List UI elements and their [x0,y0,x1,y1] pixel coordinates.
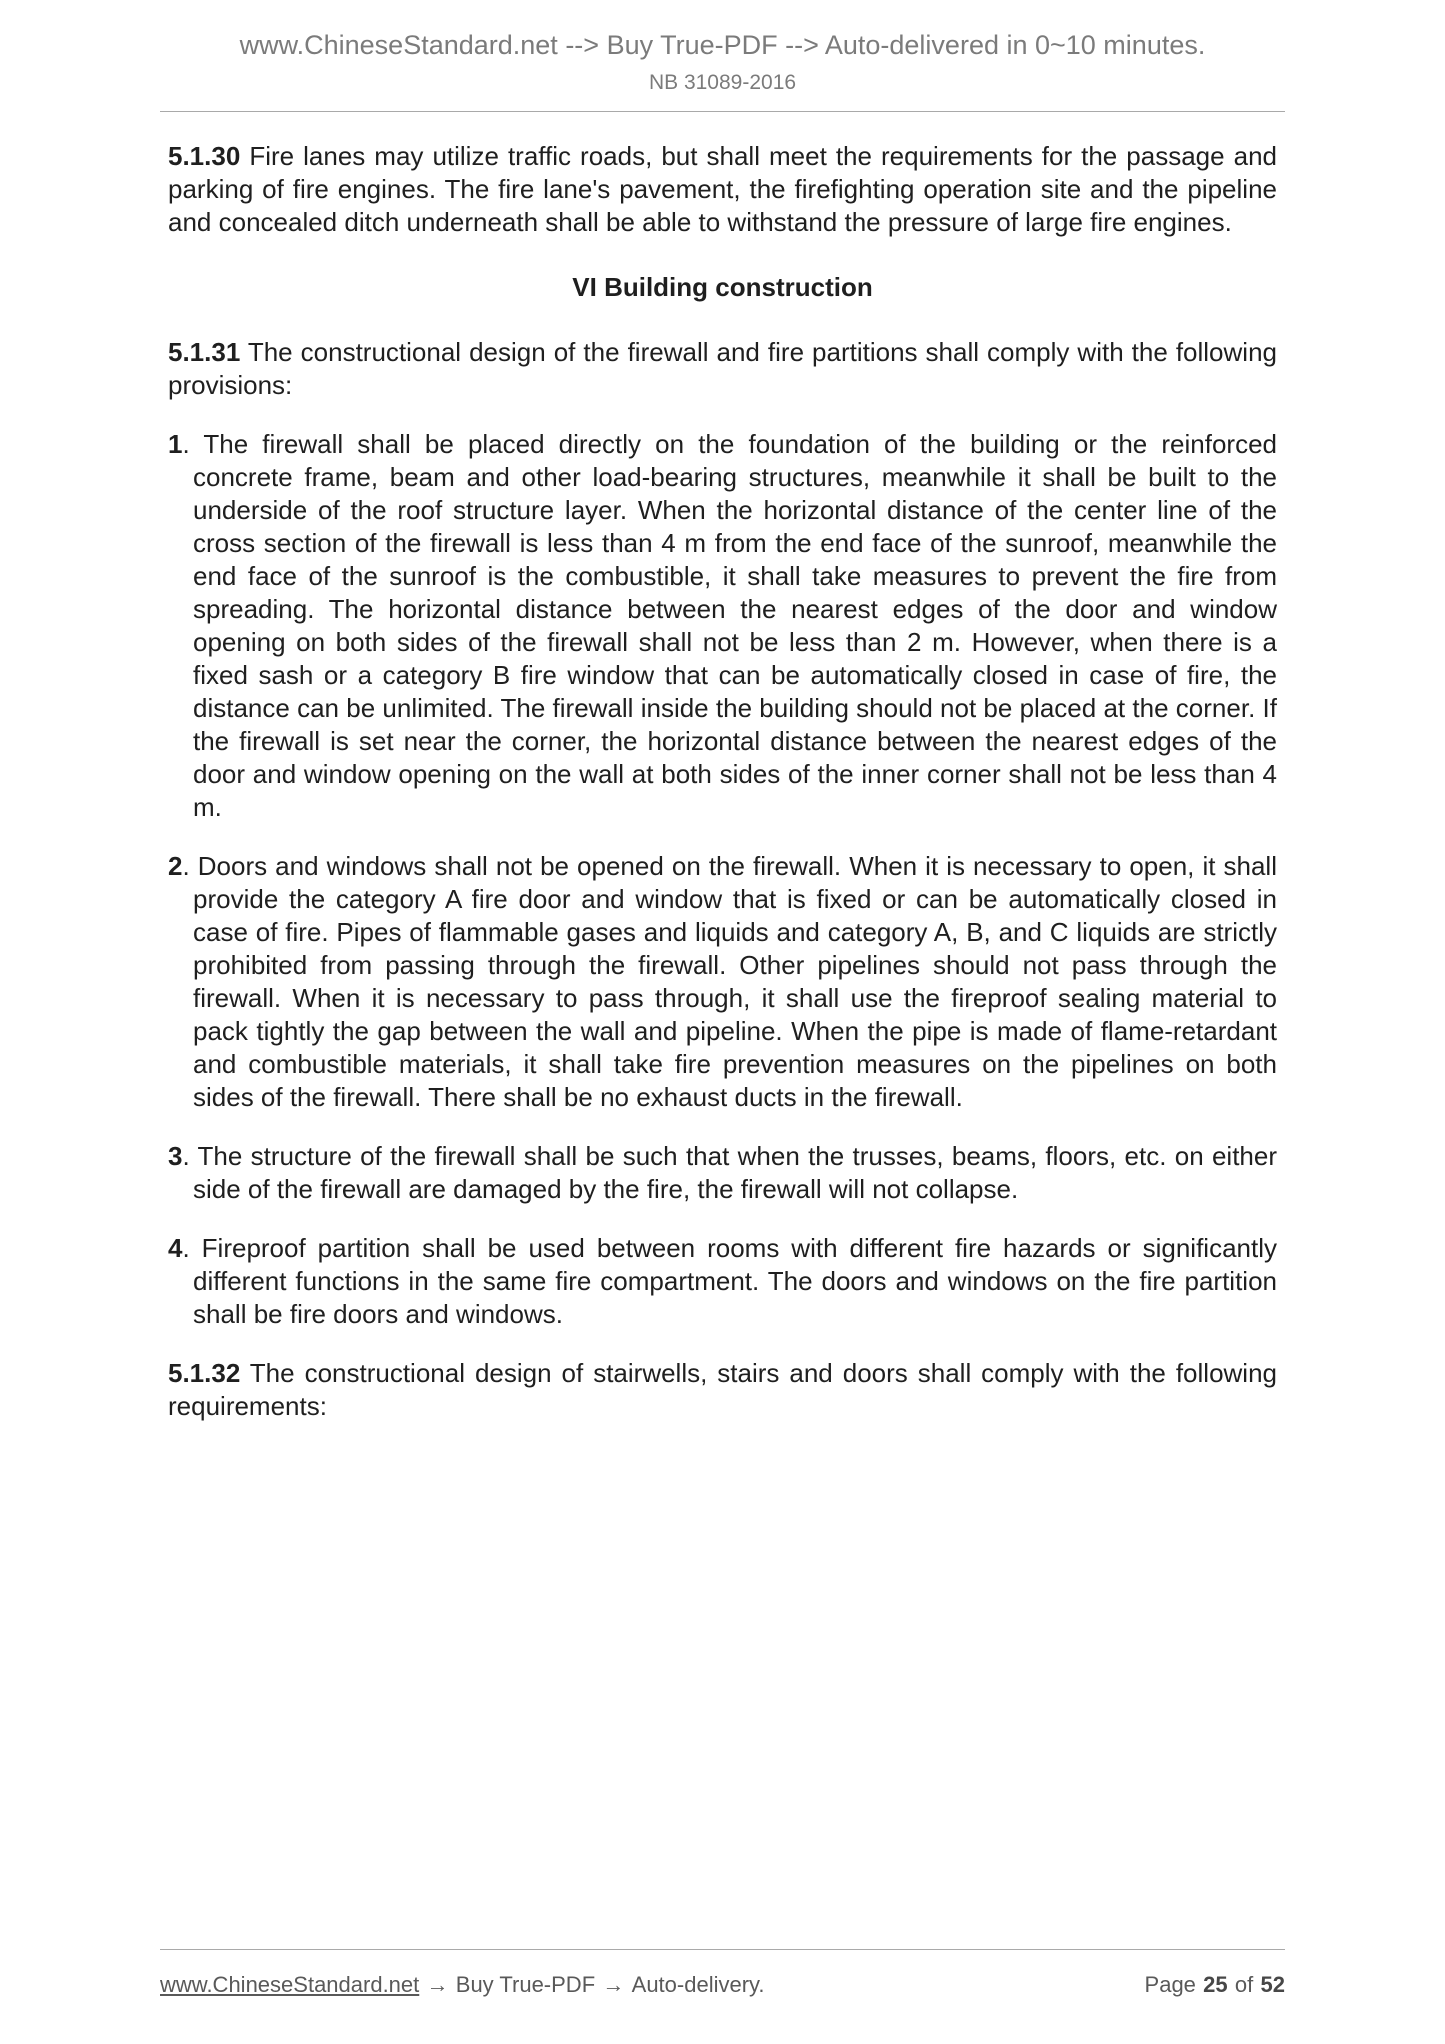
list-item-1 [168,428,1277,824]
footer-delivery-label: Auto-delivery. [631,1972,765,1997]
clause-text: The constructional design of the firewall and fire partitions shall comply with the following provisions: [168,337,1277,400]
standard-number: NB 31089-2016 [648,71,797,94]
arrow-icon: → [426,1972,449,1997]
clause-number: 5.1.30 [168,141,241,171]
item-number: 3 [168,1141,183,1171]
item-text: . Fireproof partition shall be used between rooms with different fire hazards or significantly different functions in the same fire compartment. The doors and windows on the fire partition shall be fire doors and windows. [182,1233,1277,1329]
document-content [0,112,1445,1423]
page-total: 52 [1260,1972,1285,1997]
item-number: 1 [168,429,183,459]
clause-number: 5.1.31 [168,337,241,367]
page-indicator [1145,1972,1285,1998]
paragraph-5-1-32 [168,1357,1277,1423]
paragraph-5-1-30 [168,140,1277,239]
clause-text: The constructional design of stairwells, stairs and doors shall comply with the following requirements: [168,1358,1277,1421]
page-header [0,0,1445,95]
header-tagline: www.ChineseStandard.net --> Buy True-PDF --> Auto-delivered in 0~10 minutes. [239,30,1206,60]
list-item-3 [168,1140,1277,1206]
clause-text: Fire lanes may utilize traffic roads, but shall meet the requirements for the passage and parking of fire engines. The fire lane's pavement, the firefighting operation site and the pipeline and concealed ditch underneath shall be able to withstand the pressure of large fire engines. [168,141,1277,237]
section-heading: VI Building construction [572,272,873,302]
item-text: . Doors and windows shall not be opened on the firewall. When it is necessary to open, it shall provide the category A fire door and window that is fixed or can be automatically closed in case of fire. Pipes of flammable gases and liquids and category A, B, and C liquids are strictly prohibited from passing through the firewall. Other pipelines should not pass through the firewall. When it is necessary to pass through, it shall use the fireproof sealing material to pack tightly the gap between the wall and pipeline. When the pipe is made of flame-retardant and combustible materials, it shall take fire prevention measures on the pipelines on both sides of the firewall. There shall be no exhaust ducts in the firewall. [182,851,1277,1112]
footer-left [160,1972,765,1998]
item-number: 2 [168,851,183,881]
clause-number: 5.1.32 [168,1358,241,1388]
of-word: of [1234,1972,1254,1997]
page-footer [160,1949,1285,1998]
item-text: . The structure of the firewall shall be such that when the trusses, beams, floors, etc. on either side of the firewall are damaged by the fire, the firewall will not collapse. [182,1141,1277,1204]
page-word: Page [1144,1972,1196,1997]
item-number: 4 [168,1233,183,1263]
paragraph-5-1-31 [168,336,1277,402]
list-item-4 [168,1232,1277,1331]
footer-site-link[interactable]: www.ChineseStandard.net [160,1972,420,1997]
arrow-icon: → [602,1972,625,1997]
page-current: 25 [1203,1972,1228,1997]
footer-buy-label: Buy True-PDF [455,1972,596,1997]
item-text: . The firewall shall be placed directly on the foundation of the building or the reinforced concrete frame, beam and other load-bearing structures, meanwhile it shall be built to the underside of the roof structure layer. When the horizontal distance of the center line of the cross section of the firewall is less than 4 m from the end face of the sunroof, meanwhile the end face of the sunroof is the combustible, it shall take measures to prevent the fire from spreading. The horizontal distance between the nearest edges of the door and window opening on both sides of the firewall shall not be less than 2 m. However, when there is a fixed sash or a category B fire window that can be automatically closed in case of fire, the distance can be unlimited. The firewall inside the building should not be placed at the corner. If the firewall is set near the corner, the horizontal distance between the nearest edges of the door and window opening on the wall at both sides of the inner corner shall not be less than 4 m. [182,429,1277,822]
list-item-2 [168,850,1277,1114]
